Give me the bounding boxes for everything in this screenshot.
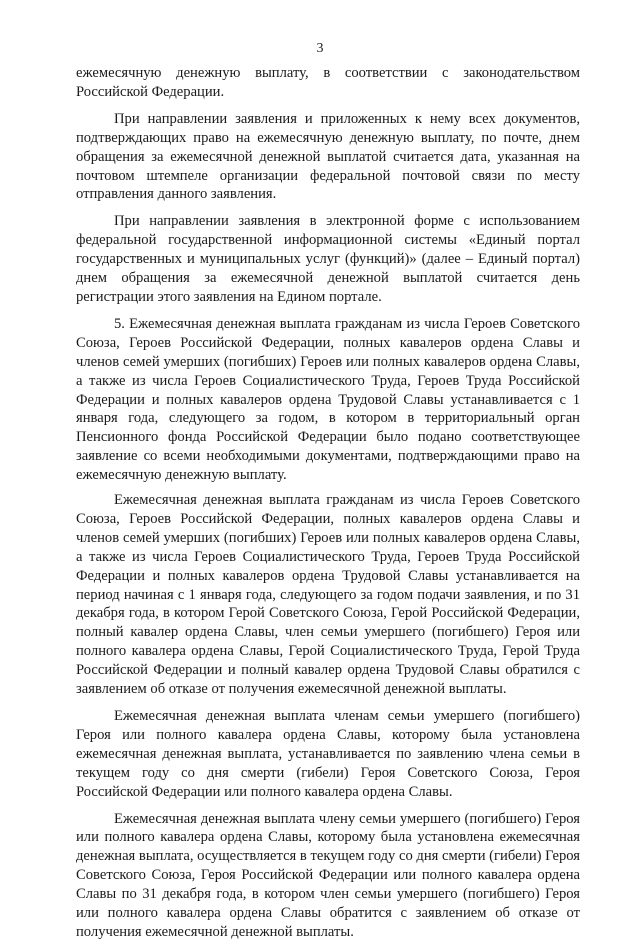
paragraph-payment-period: Ежемесячная денежная выплата гражданам из числа Героев Советского Союза, Героев Российской Федерации, полных кавалеров ордена Славы и членов семей умерших (погибших) Героев или полных кавалеров ордена Славы, а также из числа Героев Социалистического Труда, Героев Труда Российской Федерации и полных кавалеров ордена Трудовой Славы устанавливается на период начиная с 1 января года, следующего за годом подачи заявления, и по 31 декабря года, в котором Герой Советского Союза, Герой Российской Федерации, полный кавалер ордена Славы, член семьи умершего (погибшего) Героя или полного кавалера ордена Славы, Герой Социалистического Труда, Герой Труда Российской Федерации и полный кавалер ордена Трудовой Славы обратился с заявлением об отказе от получения ежемесячной денежной выплаты. <box>76 492 580 698</box>
paragraph-family-member-payment: Ежемесячная денежная выплата члену семьи умершего (погибшего) Героя или полного кавалера ордена Славы, которому была установлена ежемесячная денежная выплата, осуществляется в текущем году со дня смерти (гибели) Героя Советского Союза, Героя Российской Федерации или полного кавалера ордена Славы по 31 декабря года, в котором член семьи умершего (погибшего) Героя или полного кавалера ордена Славы обратится с заявлением об отказе от получения ежемесячной денежной выплаты. <box>76 810 580 940</box>
paragraph-postal-submission: При направлении заявления и приложенных к нему всех документов, подтверждающих право на ежемесячную денежную выплату, по почте, днем обращения за ежемесячной денежной выплатой считается дата, указанная на почтовом штемпеле организации федеральной почтовой связи по месту отправления данного заявления. <box>76 110 580 203</box>
paragraph-section-5: 5. Ежемесячная денежная выплата гражданам из числа Героев Советского Союза, Героев Российской Федерации, полных кавалеров ордена Славы и членов семей умерших (погибших) Героев или полных кавалеров ордена Славы, а также из числа Героев Социалистического Труда, Героев Труда Российской Федерации и полных кавалеров ордена Трудовой Славы устанавливается с 1 января года, следующего за годом, в котором в территориальный орган Пенсионного фонда Российской Федерации было подано соответствующее заявление со всеми необходимыми документами, подтверждающими право на ежемесячную денежную выплату. <box>76 315 580 484</box>
document-body <box>76 64 580 950</box>
page-number: 3 <box>316 41 324 56</box>
paragraph-electronic-submission: При направлении заявления в электронной форме с использованием федеральной государственной информационной системы «Единый портал государственных и муниципальных услуг (функций)» (далее – Единый портал) днем обращения за ежемесячной денежной выплатой считается день регистрации этого заявления на Едином портале. <box>76 213 580 305</box>
paragraph-family-members-establishment: Ежемесячная денежная выплата членам семьи умершего (погибшего) Героя или полного кавалера ордена Славы, которому была установлена ежемесячная денежная выплата, устанавливается по заявлению члена семьи в текущем году со дня смерти (гибели) Героя Советского Союза, Героя Российской Федерации или полного кавалера ордена Славы. <box>76 708 580 800</box>
paragraph-continuation: ежемесячную денежную выплату, в соответствии с законодательством Российской Федерации. <box>76 65 580 100</box>
